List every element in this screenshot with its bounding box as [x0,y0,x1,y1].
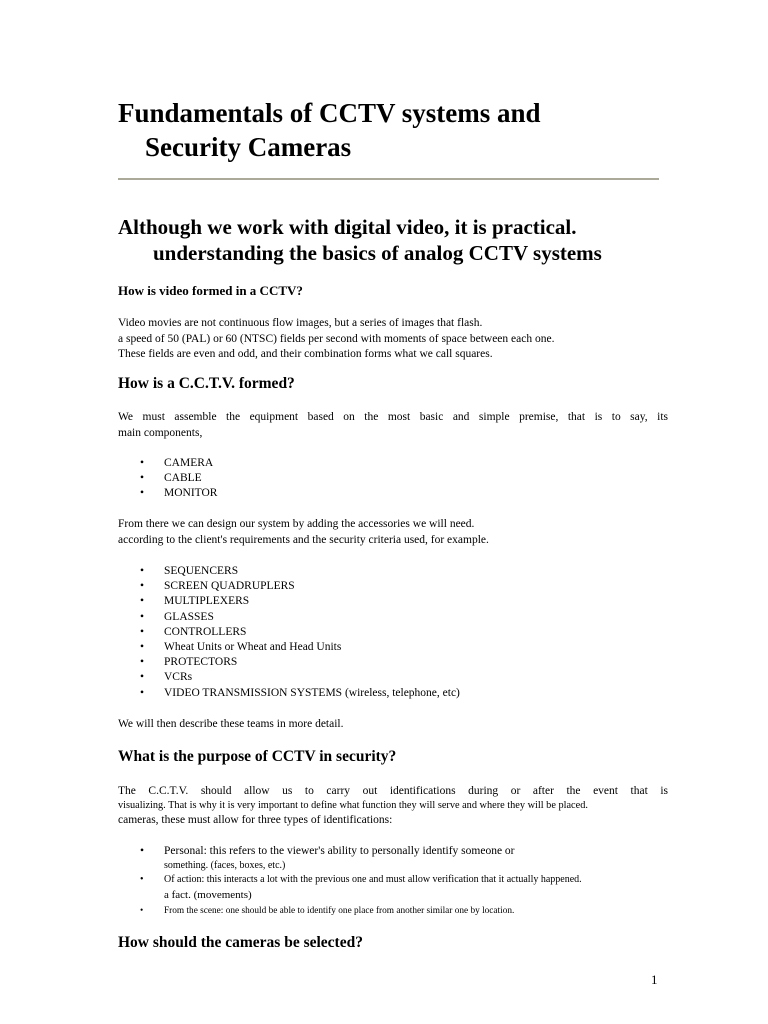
identifications-list [118,844,582,919]
paragraph-line: The C.C.T.V. should allow us to carry out identifications during or after the event that is [118,785,668,797]
list-item: • Personal: this refers to the viewer's ability to personally identify someone or something. (faces, boxes, etc.) [140,845,515,871]
section-heading-purpose: What is the purpose of CCTV in security? [118,748,397,765]
paragraph-line: visualizing. That is why it is very important to define what function they will serve and where they will be placed. [118,799,588,811]
paragraph-line: main components, [118,426,203,439]
bullet-icon: • [140,625,145,638]
bullet-icon: • [140,565,145,577]
section-heading-camera-selection: How should the cameras be selected? [118,934,363,951]
list-item: • MONITOR [118,486,217,501]
bullet-icon: • [140,686,145,699]
paragraph-line: according to the client's requirements and the security criteria used, for example. [118,533,489,546]
bullet-icon: • [140,457,145,469]
title-line-1: Fundamentals of CCTV systems and [118,98,541,128]
bullet-icon: • [140,641,145,654]
title-line-2: Security Cameras [145,132,352,162]
bullet-icon: • [140,487,145,500]
list-item: • Of action: this interacts a lot with the previous one and must allow verification that it actually happened. a fact. (movements) [140,874,582,901]
list-item: • CONTROLLERS [118,625,460,640]
list-item: • PROTECTORS [118,655,460,670]
list-item: • Wheat Units or Wheat and Head Units [118,640,460,655]
list-item: • CAMERA [118,456,217,471]
list-item: • SEQUENCERS [118,564,460,579]
paragraph-line: From there we can design our system by adding the accessories we will need. [118,518,475,530]
list-item: • CABLE [118,471,217,486]
subtitle-line-1: Although we work with digital video, it is practical. [118,215,577,239]
page-number: 1 [651,972,658,987]
bullet-icon: • [140,906,144,916]
main-components-list [118,456,217,502]
list-item: • SCREEN QUADRUPLERS [118,579,460,594]
bullet-icon: • [140,610,145,623]
bullet-icon: • [140,595,145,608]
bullet-icon: • [140,845,145,857]
closing-paragraph: We will then describe these teams in more detail. [118,718,344,730]
document-subtitle [118,214,698,266]
paragraph-line: Video movies are not continuous flow images, but a series of images that flash. [118,317,483,329]
paragraph-line: a speed of 50 (PAL) or 60 (NTSC) fields per second with moments of space between each one. [118,332,555,345]
section-heading-cctv-formed: How is a C.C.T.V. formed? [118,375,295,392]
list-item: • VCRs [118,670,460,685]
section-heading-video-formation: How is video formed in a CCTV? [118,283,303,298]
bullet-icon: • [140,472,145,485]
list-item: • GLASSES [118,610,460,625]
bullet-icon: • [140,580,145,593]
list-item: • From the scene: one should be able to identify one place from another similar one by location. [118,904,582,919]
cctv-formed-intro [118,410,668,441]
bullet-icon: • [140,671,145,684]
bullet-icon: • [140,874,144,885]
purpose-paragraph [118,784,668,828]
paragraph-line: These fields are even and odd, and their combination forms what we call squares. [118,348,493,360]
accessories-intro [118,517,668,548]
title-divider [118,178,659,180]
document-title [118,96,678,164]
list-item: • VIDEO TRANSMISSION SYSTEMS (wireless, telephone, etc) [118,686,460,701]
accessories-list [118,564,460,701]
list-item: • MULTIPLEXERS [118,594,460,609]
subtitle-line-2: understanding the basics of analog CCTV systems [153,241,602,265]
video-formation-paragraph [118,316,668,363]
bullet-icon: • [140,656,145,669]
paragraph-line: cameras, these must allow for three types of identifications: [118,814,393,826]
paragraph-line: We must assemble the equipment based on the most basic and simple premise, that is to say, its [118,411,668,423]
